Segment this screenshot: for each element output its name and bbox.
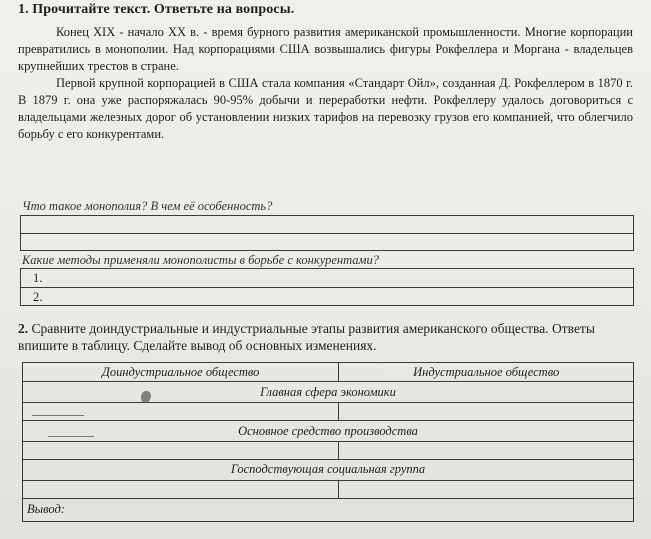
question-monopoly: Что такое монополия? В чем её особенность? [22, 199, 273, 213]
header-industrial: Индустриальное общество [339, 363, 634, 382]
task2-instructions [18, 320, 638, 354]
task2-number: 2. [18, 321, 29, 336]
answer-box-monopoly[interactable] [20, 215, 634, 251]
comparison-table [22, 362, 634, 522]
header-preindustrial: Доиндустриальное общество [23, 363, 339, 382]
answer-line [21, 233, 633, 234]
cell-means-ind[interactable] [339, 441, 634, 459]
pencil-mark [48, 436, 94, 437]
cell-economy-ind[interactable] [339, 403, 634, 421]
task1-title: 1. Прочитайте текст. Ответьте на вопросы. [18, 2, 295, 17]
cell-economy-pre[interactable] [23, 403, 339, 421]
task2-text: Сравните доиндустриальные и индустриальные этапы развития американского общества. Ответы впишите в таблицу. Сделайте вывод об основных изменениях. [18, 321, 595, 353]
question-methods: Какие методы применяли монополисты в борьбе с конкурентами? [22, 253, 380, 267]
pencil-mark [32, 415, 84, 416]
task1-paragraph-2: Первой крупной корпорацией в США стала компания «Стандарт Ойл», созданная Д. Рокфеллером в 1870 г. В 1879 г. она уже распоряжалась 90-95% добычи и переработки нефти. Рокфеллеру удалось договориться с владельцами железных дорог об установлении низких тарифов на перевозку грузов его компанией, что облегчило борьбу с его конкурентами. [18, 76, 633, 141]
answer-box-methods[interactable] [20, 268, 634, 306]
cell-means-pre[interactable] [23, 441, 339, 459]
row-label-social-group: Господствующая социальная группа [23, 460, 634, 481]
conclusion-cell[interactable]: Вывод: [23, 498, 634, 521]
row-label-means: Основное средство производства [23, 421, 634, 442]
row-label-economy: Главная сфера экономики [23, 382, 634, 403]
cell-group-ind[interactable] [339, 480, 634, 498]
answer-row-2[interactable]: 2. [21, 287, 633, 306]
answer-row-1[interactable]: 1. [33, 271, 43, 285]
task1-paragraph-1: Конец XIX - начало XX в. - время бурного развития американской промышленности. Многие корпорации превратились в монополии. Над корпорациями США возвышались фигуры Рокфеллера и Моргана - владельцев крупнейших трестов в стране. [18, 25, 633, 73]
cell-group-pre[interactable] [23, 480, 339, 498]
